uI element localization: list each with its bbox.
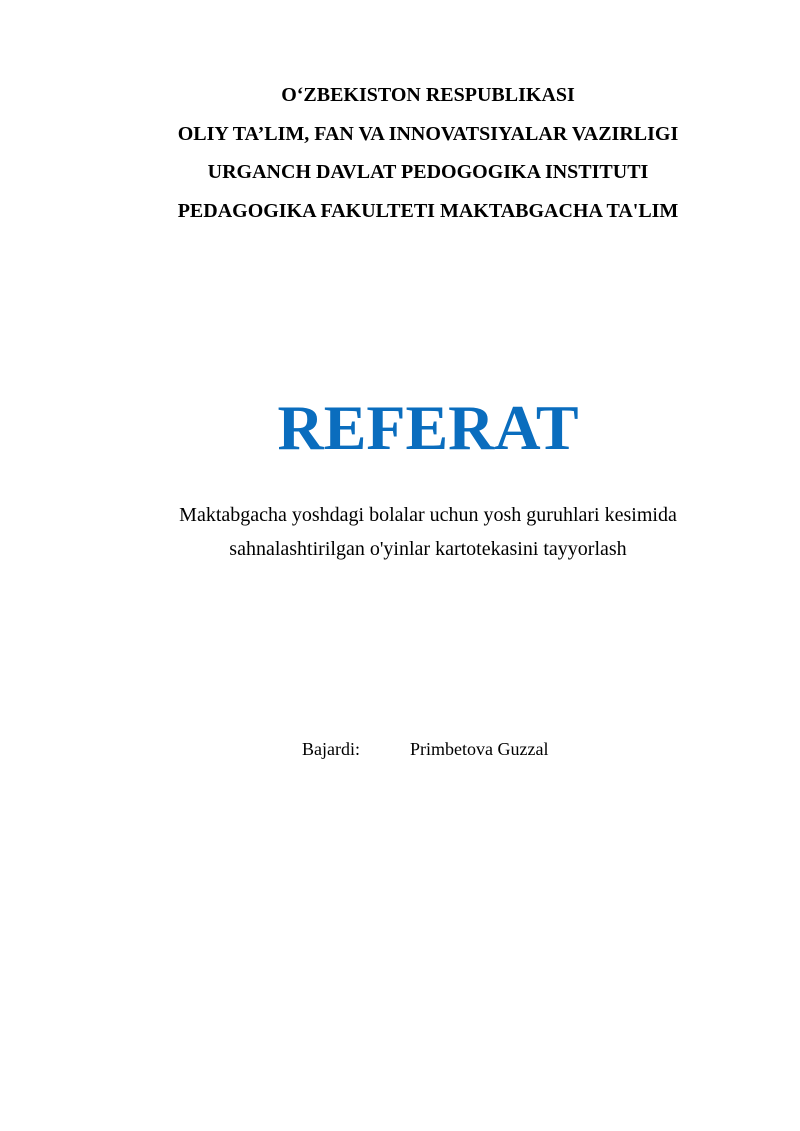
header-line-ministry: OLIY TA’LIM, FAN VA INNOVATSIYALAR VAZIRLIGI bbox=[177, 122, 679, 145]
document-subtitle bbox=[0, 498, 800, 566]
subtitle-line-1: Maktabgacha yoshdagi bolalar uchun yosh guruhlari kesimida bbox=[179, 504, 677, 526]
author-label: Bajardi: bbox=[302, 739, 360, 759]
header-line-faculty: PEDAGOGIKA FAKULTETI MAKTABGACHA TA'LIM bbox=[177, 199, 679, 222]
document-title: REFERAT bbox=[277, 392, 579, 463]
subtitle-line-2: sahnalashtirilgan o'yinlar kartotekasini tayyorlash bbox=[229, 538, 627, 560]
institution-header bbox=[0, 76, 800, 230]
author-name: Primbetova Guzzal bbox=[410, 739, 549, 759]
author-row bbox=[0, 736, 800, 762]
header-line-country: O‘ZBEKISTON RESPUBLIKASI bbox=[281, 84, 575, 106]
header-line-institute: URGANCH DAVLAT PEDOGOGIKA INSTITUTI bbox=[207, 161, 649, 183]
